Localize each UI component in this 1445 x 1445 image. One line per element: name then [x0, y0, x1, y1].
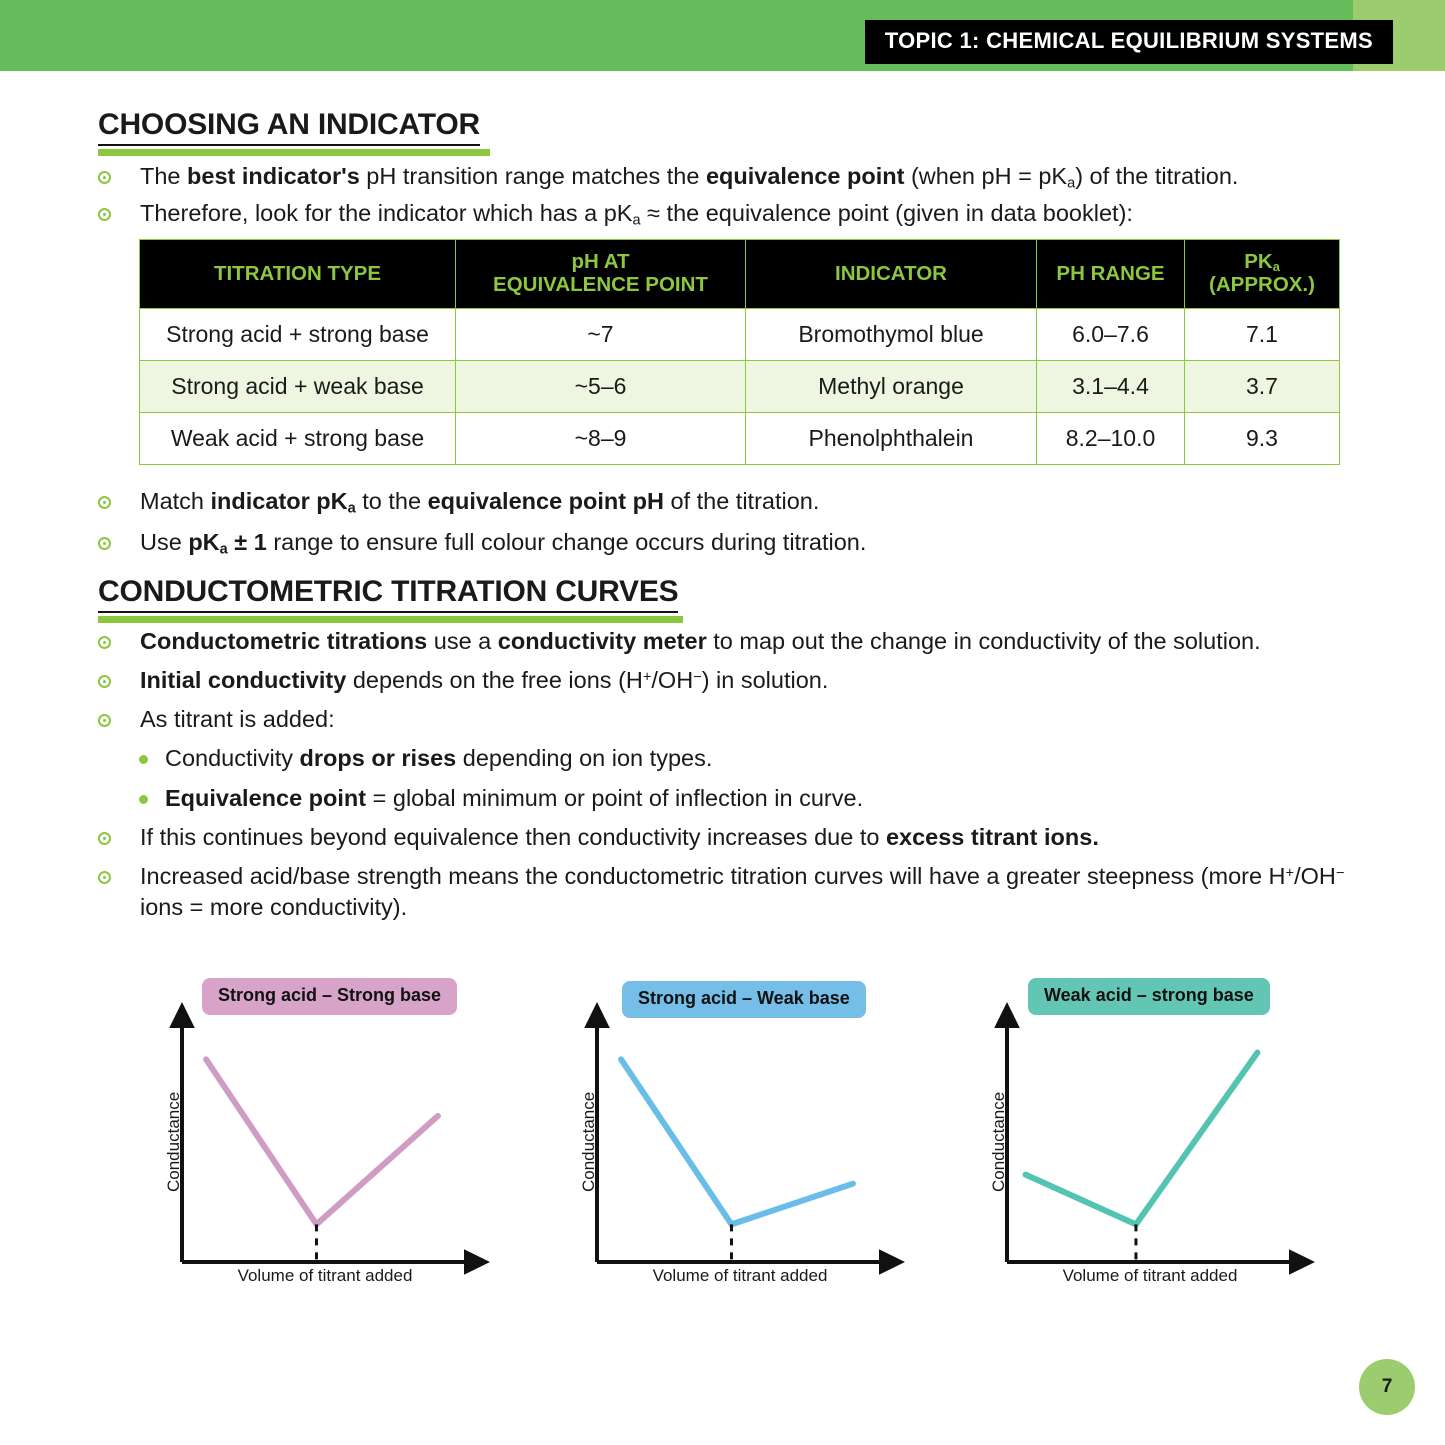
chart-weak-acid-strong-base	[975, 970, 1315, 1290]
cell-ph-range: 3.1–4.4	[1037, 361, 1185, 413]
sub-bullet-text: Equivalence point = global minimum or point of inflection in curve.	[165, 785, 864, 811]
chart-title-badge: Weak acid – strong base	[1028, 978, 1270, 1015]
column-header-pka-approx: $PK_a$ (APPROX.)	[1185, 240, 1340, 309]
conductance-curve	[1026, 1053, 1258, 1225]
table-row	[140, 309, 1340, 361]
list-item	[98, 527, 1358, 560]
indicator-table	[139, 239, 1340, 465]
y-axis-label: Conductance	[164, 1091, 183, 1192]
bullet-text: Initial conductivity depends on the free ions (H+/OH−) in solution.	[140, 667, 829, 693]
sub-bullet-icon	[139, 755, 148, 764]
table-row	[140, 413, 1340, 465]
cell-pka: 7.1	[1185, 309, 1340, 361]
chart-svg	[565, 970, 905, 1290]
bullet-text: Match indicator $pK_a$ to the equivalence point pH of the titration.	[140, 488, 820, 517]
bullet-text: Use $pK_a \pm 1$ range to ensure full colour change occurs during titration.	[140, 529, 867, 558]
cell-ph-range: 6.0–7.6	[1037, 309, 1185, 361]
section-heading-choosing-an-indicator	[98, 108, 490, 156]
bullet-icon	[98, 675, 111, 688]
topic-badge: TOPIC 1: CHEMICAL EQUILIBRIUM SYSTEMS	[865, 20, 1393, 64]
bullet-text: Increased acid/base strength means the conductometric titration curves will have a greater steepness (more H+/OH− ions = more conductivity).	[140, 863, 1345, 921]
cell-pka: 9.3	[1185, 413, 1340, 465]
column-header-indicator: INDICATOR	[746, 240, 1037, 309]
column-header-ph-range: PH RANGE	[1037, 240, 1185, 309]
list-item	[98, 626, 1368, 657]
cell-ph-range: 8.2–10.0	[1037, 413, 1185, 465]
y-axis-label: Conductance	[579, 1091, 598, 1192]
chart-svg	[975, 970, 1315, 1290]
table-header-row	[140, 240, 1340, 309]
cell-indicator: Bromothymol blue	[746, 309, 1037, 361]
x-axis-label: Volume of titrant added	[652, 1266, 828, 1285]
list-item	[98, 665, 1368, 696]
bullet-text: As titrant is added:	[140, 706, 335, 732]
bullet-icon	[98, 636, 111, 649]
list-item	[98, 822, 1368, 853]
cell-pka: 3.7	[1185, 361, 1340, 413]
bullet-icon	[98, 832, 111, 845]
conductance-curve	[206, 1059, 438, 1224]
bullet-icon	[98, 208, 111, 221]
chart-title-badge: Strong acid – Weak base	[622, 981, 866, 1018]
page-number-badge: 7	[1359, 1359, 1415, 1415]
heading-accent-bar	[98, 149, 490, 156]
cell-titration-type: Strong acid + weak base	[140, 361, 456, 413]
conductance-curve	[621, 1059, 853, 1224]
list-item	[98, 161, 1358, 194]
y-axis-label: Conductance	[989, 1091, 1008, 1192]
cell-ph-equivalence: ~5–6	[456, 361, 746, 413]
cell-ph-equivalence: ~7	[456, 309, 746, 361]
x-axis-label: Volume of titrant added	[237, 1266, 413, 1285]
bullet-icon	[98, 537, 111, 550]
chart-title-badge: Strong acid – Strong base	[202, 978, 457, 1015]
bullet-text: If this continues beyond equivalence then conductivity increases due to excess titrant ions.	[140, 824, 1099, 850]
column-header-ph-at-equivalence-point: pH AT EQUIVALENCE POINT	[456, 240, 746, 309]
cell-titration-type: Strong acid + strong base	[140, 309, 456, 361]
section-title: CONDUCTOMETRIC TITRATION CURVES	[98, 575, 678, 613]
bullet-icon	[98, 496, 111, 509]
page-title: CHOOSING AN INDICATOR	[98, 108, 480, 146]
cell-indicator: Phenolphthalein	[746, 413, 1037, 465]
table-row	[140, 361, 1340, 413]
x-axis-label: Volume of titrant added	[1062, 1266, 1238, 1285]
chart-strong-acid-weak-base	[565, 970, 905, 1290]
list-item	[98, 486, 1358, 519]
cell-titration-type: Weak acid + strong base	[140, 413, 456, 465]
sub-list-item	[139, 783, 1359, 814]
sub-list-item	[139, 743, 1359, 774]
page-header	[0, 0, 1445, 71]
section-heading-conductometric-titration-curves	[98, 575, 683, 623]
heading-accent-bar	[98, 616, 683, 623]
column-header-titration-type: TITRATION TYPE	[140, 240, 456, 309]
cell-indicator: Methyl orange	[746, 361, 1037, 413]
bullet-icon	[98, 714, 111, 727]
sub-bullet-text: Conductivity drops or rises depending on ion types.	[165, 745, 713, 771]
bullet-icon	[98, 871, 111, 884]
chart-svg	[150, 970, 490, 1290]
bullet-text: The best indicator's pH transition range matches the equivalence point (when pH = $pK_a$) of the titration.	[140, 163, 1239, 192]
bullet-text: Therefore, look for the indicator which has a $pK_a$ ≈ the equivalence point (given in data booklet):	[140, 200, 1133, 229]
list-item	[98, 704, 1368, 735]
cell-ph-equivalence: ~8–9	[456, 413, 746, 465]
bullet-icon	[98, 171, 111, 184]
sub-bullet-icon	[139, 795, 148, 804]
list-item	[98, 198, 1358, 231]
bullet-text: Conductometric titrations use a conductivity meter to map out the change in conductivity of the solution.	[140, 628, 1261, 654]
list-item	[98, 861, 1360, 924]
chart-strong-acid-strong-base	[150, 970, 490, 1290]
